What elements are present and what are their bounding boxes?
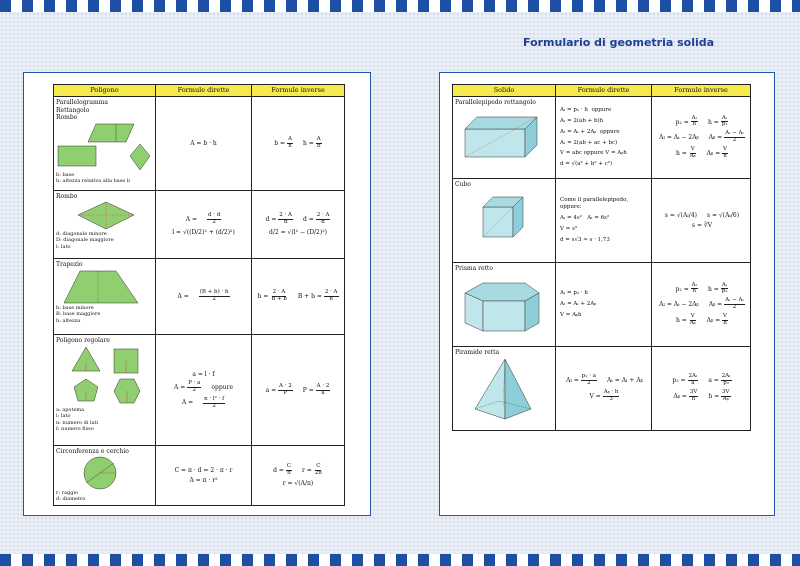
prism-i4-left: Aᵦ = <box>708 301 723 308</box>
prism-i2-num: Aₗ <box>721 281 728 288</box>
right-page-panel <box>439 72 775 516</box>
circ-inv1-den: π <box>287 469 291 476</box>
legend-n: n: numero di lati <box>56 419 99 426</box>
row-name-cube: Cubo <box>455 181 471 188</box>
solid-cell-cube <box>453 179 556 263</box>
left-page-panel <box>23 72 371 516</box>
solid-cell-pyramid <box>453 347 556 431</box>
inverse-cell-prism <box>652 263 751 347</box>
direct-cell-circle <box>156 446 252 506</box>
row-name-regular: Poligono regolare <box>56 337 110 344</box>
cube-i3: s = ∛V <box>691 222 713 229</box>
pyr-i2-den: p₂ <box>723 380 730 387</box>
cub-d3-or: oppure <box>599 128 620 135</box>
prism-i5-left: h = <box>675 316 687 324</box>
legend-h: h: altezza relativa alla base b <box>56 178 131 184</box>
pyr-i1-left: p₂ = <box>672 377 686 385</box>
inv-h-den: b <box>316 143 321 149</box>
inverse-cell-cuboid <box>652 97 751 179</box>
prism-i3: Aₗ = Aₜ − 2Aᵦ <box>659 300 699 308</box>
cub-i4-num: Aₜ − Aₗ <box>725 130 744 137</box>
cub-i3: Aₗ = Aₜ − 2Aᵦ <box>659 133 699 141</box>
inverse-cell-pyramid <box>652 347 751 431</box>
reg-inv1-left: a = <box>265 386 277 394</box>
circ-inv1-num: C <box>286 462 292 469</box>
rhombus-area-den: 2 <box>212 218 216 225</box>
header-inverse-formulas: Formule inverse <box>252 85 345 97</box>
circ-inv2-left: r = <box>302 466 312 474</box>
prism-i2-den: p₂ <box>721 288 728 295</box>
cub-d1-or: oppure <box>591 106 612 113</box>
cub-i6-den: h <box>723 152 727 159</box>
inverse-cell-rhombus <box>252 191 345 259</box>
inverse-cell-trapezoid <box>252 259 345 335</box>
page-title: Formulario di geometria solida <box>523 36 715 49</box>
legend-apothem: a: apotema <box>56 406 85 413</box>
circ-direct1: C = π · d = 2 · π · r <box>174 466 233 474</box>
cub-d4: Aₜ = 2(ab + ac + bc) <box>560 139 618 146</box>
reg-direct1: a = l · f <box>192 370 215 378</box>
rhombus-area-num: d · d <box>207 211 221 218</box>
table-row-prism <box>453 263 751 347</box>
reg-direct2-or: oppure <box>211 383 233 391</box>
inv-h-left: h = <box>302 140 314 147</box>
circ-inv2-den: 2π <box>314 469 322 476</box>
polygon-formula-table <box>53 84 345 506</box>
prism-i2-left: h = <box>707 285 719 293</box>
row-name-cuboid: Parallelepipedo rettangolo <box>455 99 536 106</box>
row-name-circle: Circonferenza e cerchio <box>56 448 129 455</box>
cub-d3: Aₜ = Aₗ + 2Aᵦ <box>560 128 597 135</box>
prism-i5-den: Aᵦ <box>689 319 696 326</box>
prism-i4-den: 2 <box>732 304 737 310</box>
cub-i2-den: p₂ <box>721 121 728 128</box>
pyr-i2-num: 2Aₗ <box>721 373 731 380</box>
rhombus-inv2-left: d = <box>303 215 314 223</box>
cub-i1-num: Aₗ <box>691 114 697 121</box>
trapezoid-figure <box>56 269 154 305</box>
table-row-regular-polygon <box>54 335 345 446</box>
rhombus-inv1-den: d <box>283 218 288 225</box>
pyr-i3-num: 3V <box>689 389 698 395</box>
legend-f: f: numero fisso <box>56 426 94 432</box>
cube-d4: d = s√3 ≈ s · 1,73 <box>560 236 610 243</box>
header-direct-formulas: Formule dirette <box>156 85 252 97</box>
pyr-d3-den: 3 <box>609 395 613 402</box>
rhombus-inv1-num: 2 · A <box>279 211 292 218</box>
inv-b-den: h <box>288 143 292 149</box>
header-solid: Solido <box>453 85 556 97</box>
trap-area-left: A = <box>177 292 189 300</box>
pyr-i3-left: Aᵦ = <box>673 392 687 400</box>
header-polygon: Poligono <box>54 85 156 97</box>
row-name-1: Parallelogramma <box>56 99 108 106</box>
pyr-d1-den: 2 <box>587 380 591 387</box>
table-header-row <box>453 85 751 97</box>
inverse-cell-cube <box>652 179 751 263</box>
top-border-stripe <box>0 0 800 12</box>
cub-d2: Aₗ = 2(ab + b)h <box>560 117 604 124</box>
circ-inv2-num: C <box>316 462 321 469</box>
legend-l: l: lato <box>56 243 71 250</box>
prism-d1: Aₗ = p₂ · h <box>560 290 588 297</box>
table-row-rhombus <box>54 191 345 259</box>
circ-inv3: r = √(A/π) <box>282 479 314 487</box>
cube-d2b: Aₜ = 6s² <box>587 215 610 222</box>
inverse-cell-parallelogram <box>252 97 345 191</box>
direct-cell-rhombus <box>156 191 252 259</box>
cub-d1: Aₗ = p₂ · h <box>560 106 588 113</box>
inverse-cell-regular <box>252 335 345 446</box>
legend-b: b: base <box>56 171 75 178</box>
trap-inv1-num: 2 · A <box>272 289 286 296</box>
inv-b-left: b = <box>274 140 286 147</box>
rhombus-figure <box>56 201 154 231</box>
direct-cell-trapezoid <box>156 259 252 335</box>
cube-d1: Come il parallelepipedo, oppure: <box>560 197 629 211</box>
table-header-row <box>54 85 345 97</box>
reg-direct2-left: A = <box>173 383 186 391</box>
direct-cell-cube <box>556 179 652 263</box>
pyr-i1-den: a <box>691 380 695 387</box>
trap-area-num: (B + b) · h <box>199 289 229 296</box>
reg-direct3-left: A = <box>181 399 194 407</box>
cube-figure <box>455 189 553 249</box>
pyr-d3-num: Aᵦ · h <box>603 389 619 395</box>
prism-i6-left: Aᵦ = <box>706 316 721 324</box>
row-name-prism: Prisma retto <box>455 265 493 272</box>
reg-inv2-left: P = <box>302 386 314 394</box>
pyr-i4-num: 3V <box>722 389 730 395</box>
direct-cell-pyramid <box>556 347 652 431</box>
row-name-rhombus: Rombo <box>56 193 78 200</box>
row-name-pyramid: Piramide retta <box>455 349 500 356</box>
prism-figure <box>455 273 553 335</box>
cub-i6-num: V <box>723 145 728 152</box>
reg-inv2-num: A · 2 <box>316 382 330 389</box>
direct-cell-cuboid <box>556 97 652 179</box>
pyr-d1-num: p₂ · a <box>581 373 597 380</box>
legend-radius: r: raggio <box>56 489 79 496</box>
pyr-i2-left: a = <box>708 377 719 385</box>
rhombus-inv3: d/2 = √(l² − (D/2)²) <box>269 228 327 236</box>
prism-i1-den: h <box>692 288 697 295</box>
pyramid-figure <box>455 357 553 423</box>
prism-d3: V = Aᵦh <box>560 311 582 318</box>
rhombus-inv1-left: d = <box>265 215 277 223</box>
table-row-cube <box>453 179 751 263</box>
bottom-border-stripe <box>0 554 800 566</box>
cub-i2-num: Aₗ <box>721 114 728 121</box>
row-name-2: Rettangolo <box>56 106 90 114</box>
prism-i5-num: V <box>690 312 695 319</box>
cub-d6: d = √(a² + b² + c²) <box>560 161 613 168</box>
rhombus-inv2-den: d <box>321 218 325 225</box>
cub-i1-left: p₂ = <box>675 118 689 126</box>
prism-i6-num: V <box>723 312 728 319</box>
prism-d2: Aₜ = Aₗ + 2Aᵦ <box>560 301 597 308</box>
legend-B-max: B: base maggiore <box>56 311 101 317</box>
pyr-d1-left: Aₗ = <box>566 377 579 385</box>
cube-d2: Aₗ = 4s² <box>560 215 582 222</box>
direct-cell-regular <box>156 335 252 446</box>
reg-inv1-num: A · 2 <box>279 382 292 389</box>
cuboid-figure <box>455 107 553 167</box>
cub-d5: V = abc oppure V = Aᵦh <box>560 150 627 157</box>
solid-formula-table <box>452 84 751 431</box>
polygon-cell-circle <box>54 446 156 506</box>
table-row-cuboid <box>453 97 751 179</box>
trap-inv2-num: 2 · A <box>324 289 338 296</box>
pyr-d3-left: V = <box>589 392 601 400</box>
table-row-trapezoid <box>54 259 345 335</box>
inv-b-num: A <box>288 136 292 143</box>
rhombus-area-left: A = <box>185 215 197 223</box>
cube-i2: s = √(Aₜ/6) <box>706 211 740 219</box>
solid-cell-cuboid <box>453 97 556 179</box>
reg-inv2-den: a <box>321 389 325 396</box>
table-row-parallelogram <box>54 97 345 191</box>
prism-i1-left: p₂ = <box>675 285 689 293</box>
inv-h-num: A <box>316 136 321 143</box>
cub-i5-den: Aᵦ <box>689 152 696 159</box>
regular-polygons-figure <box>56 345 154 407</box>
legend-side: l: lato <box>56 413 71 419</box>
reg-direct2-num: P · a <box>188 380 201 387</box>
polygon-cell-regular <box>54 335 156 446</box>
header-inverse-formulas: Formule inverse <box>652 85 751 97</box>
table-row-pyramid <box>453 347 751 431</box>
legend-diameter: d: diametro <box>56 496 86 502</box>
legend-h-alt: h: altezza <box>56 317 81 324</box>
cub-i2-left: h = <box>707 118 719 126</box>
row-name-3: Rombo <box>56 114 78 121</box>
reg-direct3-num: n · l² · f <box>204 395 225 402</box>
prism-i4-num: Aₜ − Aₗ <box>725 297 744 304</box>
pyr-d2: Aₜ = Aₗ + Aᵦ <box>607 376 643 384</box>
pyr-i3-den: h <box>691 395 696 402</box>
legend-b-min: b: base minore <box>56 304 94 311</box>
solid-cell-prism <box>453 263 556 347</box>
area-formula: A = b · h <box>190 139 217 147</box>
direct-cell-prism <box>556 263 652 347</box>
pyr-i4-left: h = <box>708 392 720 400</box>
direct-cell-parallelogram <box>156 97 252 191</box>
cub-i5-left: h = <box>675 149 687 157</box>
reg-direct2-den: 2 <box>192 386 197 393</box>
rhombus-inv2-num: 2 · A <box>316 211 330 218</box>
legend-D: D: diagonale maggiore <box>56 237 114 243</box>
cub-i6-left: Aᵦ = <box>706 149 721 157</box>
parallelogram-rectangle-rhombus-figure <box>56 122 154 172</box>
circle-figure <box>56 456 154 490</box>
cub-i5-num: V <box>690 145 695 152</box>
table-row-circle <box>54 446 345 506</box>
trap-inv1-den: B + b <box>271 296 287 302</box>
legend-d: d: diagonale minore <box>56 230 107 237</box>
circ-inv1-left: d = <box>273 466 284 474</box>
header-direct-formulas: Formule dirette <box>556 85 652 97</box>
row-name-trapezoid: Trapezio <box>56 261 83 268</box>
polygon-cell-rhombus <box>54 191 156 259</box>
cube-i1: s = √(Aₗ/4) <box>664 211 697 219</box>
reg-inv1-den: P <box>283 389 288 396</box>
trap-area-den: 2 <box>212 296 216 302</box>
inverse-cell-circle <box>252 446 345 506</box>
pyr-i4-den: Aᵦ <box>722 395 729 402</box>
reg-direct3-den: 2 <box>212 402 216 409</box>
cub-i4-den: 2 <box>732 137 737 143</box>
trap-inv1-left: h = <box>257 293 269 300</box>
prism-i6-den: h <box>723 319 727 326</box>
rhombus-side-formula: l = √((D/2)² + (d/2)²) <box>172 228 235 236</box>
pyr-i1-num: 2Aₗ <box>688 373 698 380</box>
cub-i4-left: Aᵦ = <box>708 134 723 141</box>
cub-i1-den: h <box>692 121 697 128</box>
polygon-cell-parallelogram <box>54 97 156 191</box>
trap-inv2-den: h <box>329 296 333 302</box>
cube-d3: V = s³ <box>560 225 578 232</box>
trap-inv2-left: B + b = <box>297 293 322 300</box>
prism-i1-num: Aₗ <box>691 281 697 288</box>
circ-direct2: A = π · r² <box>189 477 218 484</box>
polygon-cell-trapezoid <box>54 259 156 335</box>
